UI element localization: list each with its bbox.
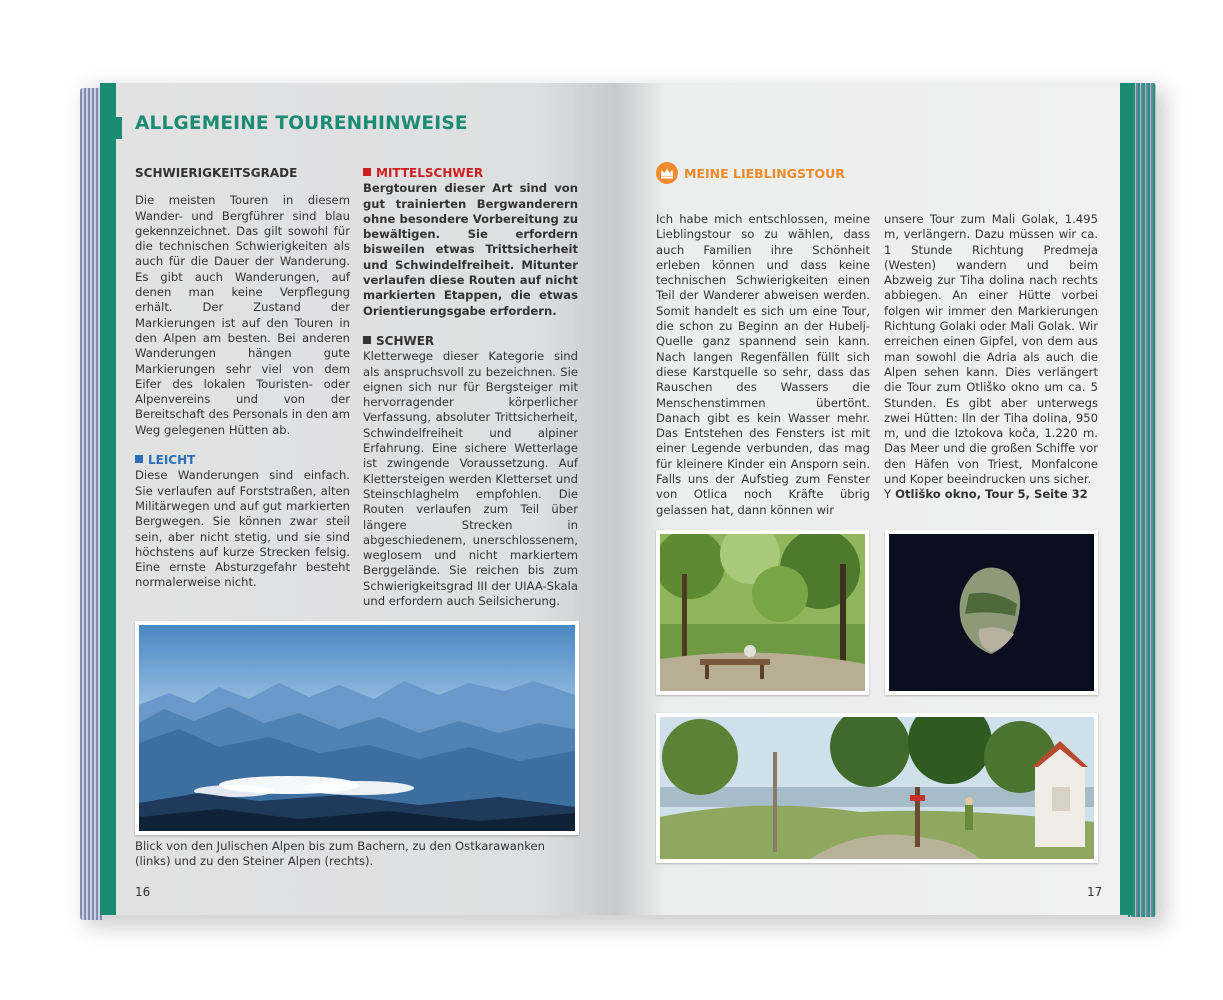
teal-edge-bar-right [1120,83,1134,915]
schwierigkeit-heading: SCHWIERIGKEITSGRADE [135,166,298,180]
schwer-heading [363,334,578,349]
cave-window-photo [885,530,1098,695]
crown-icon [656,162,678,184]
tour-reference [884,487,1098,502]
photo-caption: Blick von den Julischen Alpen bis zum Bachern, zu den Ostkarawanken (links) und zu den Steiner Alpen (rechts). [135,839,545,869]
trail-shrine-image [660,717,1094,859]
right-col-2 [884,212,1098,503]
blue-square-icon [135,455,143,463]
heading-accent-bar [116,117,122,139]
schwer-label: SCHWER [376,333,435,348]
ref-arrow: Y [884,487,892,502]
leicht-label: LEICHT [148,453,196,468]
right-column [363,166,578,609]
mittel-text: Bergtouren dieser Art sind von gut trainierten Bergwanderern ohne besondere Vorbereitung zu bewältigen. Sie erfordern bisweilen etwas Trittsicherheit und Schwindelfreiheit. Mitunter verlaufen diese Routen auf nicht markierten Etappen, die etwas Orientierungsgabe erfordern. [363,181,578,318]
schwer-text: Kletterwege dieser Kategorie sind als anspruchsvoll zu bezeichnen. Sie eignen sich nur für Bergsteiger mit hervorragender körperlicher Verfassung, absoluter Trittsicherheit, Schwindelfreiheit und alpiner Erfahrung. Eine sichere Wetterlage ist zwingende Voraussetzung. Auf Klettersteigen werden Kletterset und Steinschlaghelm empfohlen. Die Routen verlaufen zum Teil über längere Strecken in abgeschiedenem, unerschlossenem, weglosem und nicht markiertem Berggelände. Sie reichen bis zum Schwierigkeitsgrad III der UIAA-Skala und erfordern auch Seilsicherung. [363,349,578,609]
left-page [100,83,614,915]
forest-picnic-photo [656,530,869,695]
leicht-heading [135,453,350,468]
mittel-label: MITTELSCHWER [376,166,484,180]
black-square-icon [363,336,371,344]
badge-label: MEINE LIEBLINGSTOUR [684,165,845,181]
page-number-left: 16 [135,885,151,899]
lieblingstour-text-2: unsere Tour zum Mali Golak, 1.495 m, verlängern. Dazu müssen wir ca. 1 Stunde Richtung Predmeja (Westen) wandern und beim Abzweig zur Tiha dolina nach rechts abbiegen. An einer Hütte vorbei folgen wir immer den Markierungen Richtung Golaki oder Mali Golak. Wir erreichen einen Gipfel, von dem aus man sowohl die Adria als auch die Alpen sehen kann. Dies verlängert die Tour zum Otliško okno um ca. 5 Stunden. Es gibt aber unterwegs zwei Hütten: Iln der Tiha dolina, 950 m, und die Iztokova koča, 1.220 m. Das Meer und die großen Schiffe vor den Häfen von Triest, Monfalcone und Koper beeindrucken uns sicher. [884,212,1098,487]
right-col-1 [656,212,870,518]
lieblingstour-text-1: Ich habe mich entschlossen, meine Lieblingstour so zu wählen, dass auch Familien ihre Schönheit erleben können und dass keine technischen Schwierigkeiten einen Teil der Wanderer abweisen werden. Somit handelt es sich um eine Tour, die schon zu Beginn an der Hubelj-Quelle ganz spannend sein kann. Nach langen Regenfällen füllt sich diese Karstquelle so sehr, dass das Rauschen des Wassers die Menschenstimmen übertönt. Danach gibt es kein Wasser mehr. Das Entstehen des Fensters ist mit einer Legende verbunden, das mag für kleinere Kinder ein Ansporn sein. Falls uns der Aufstieg zum Fenster von Otlica noch Kräfte übrig gelassen hat, dann können wir [656,212,870,517]
mountain-panorama-photo [135,621,579,835]
right-page [614,83,1134,915]
teal-edge-bar [100,83,116,915]
ref-text: Otliško okno, Tour 5, Seite 32 [895,487,1088,502]
leicht-text: Diese Wanderungen sind einfach. Sie verlaufen auf Forststraßen, alten Militärwegen und auf gut markierten Bergwegen. Sie können zwar steil sein, aber nicht stetig, und sie sind höchstens auf kurze Strecken felsig. Eine ernste Absturzgefahr besteht normalerweise nicht. [135,468,350,590]
page-heading: ALLGEMEINE TOURENHINWEISE [135,113,468,134]
trail-shrine-photo [656,713,1098,863]
cave-window-image [889,534,1094,691]
forest-picnic-image [660,534,865,691]
page-number-right: 17 [1087,885,1103,899]
left-column [135,166,350,591]
mittel-heading [363,166,578,181]
lieblingstour-badge [656,162,845,184]
page-edges-left [80,88,102,920]
intro-text: Die meisten Touren in diesem Wander- und Bergführer sind blau gekennzeichnet. Das gilt sowohl für die technischen Schwierigkeiten als auch für die Dauer der Wanderung. Es gibt auch Wanderungen, auf denen man keine Verpflegung erhält. Der Zustand der Markierungen ist auf den Touren in den Alpen am besten. Bei anderen Wanderungen hängen gute Markierungen sehr viel von dem Eifer des lokalen Touristen- oder Alpenvereins und von der Bereitschaft des Personals in den am Weg gelegenen Hütten ab. [135,193,350,437]
red-square-icon [363,168,371,176]
mountain-panorama-image [139,625,575,831]
